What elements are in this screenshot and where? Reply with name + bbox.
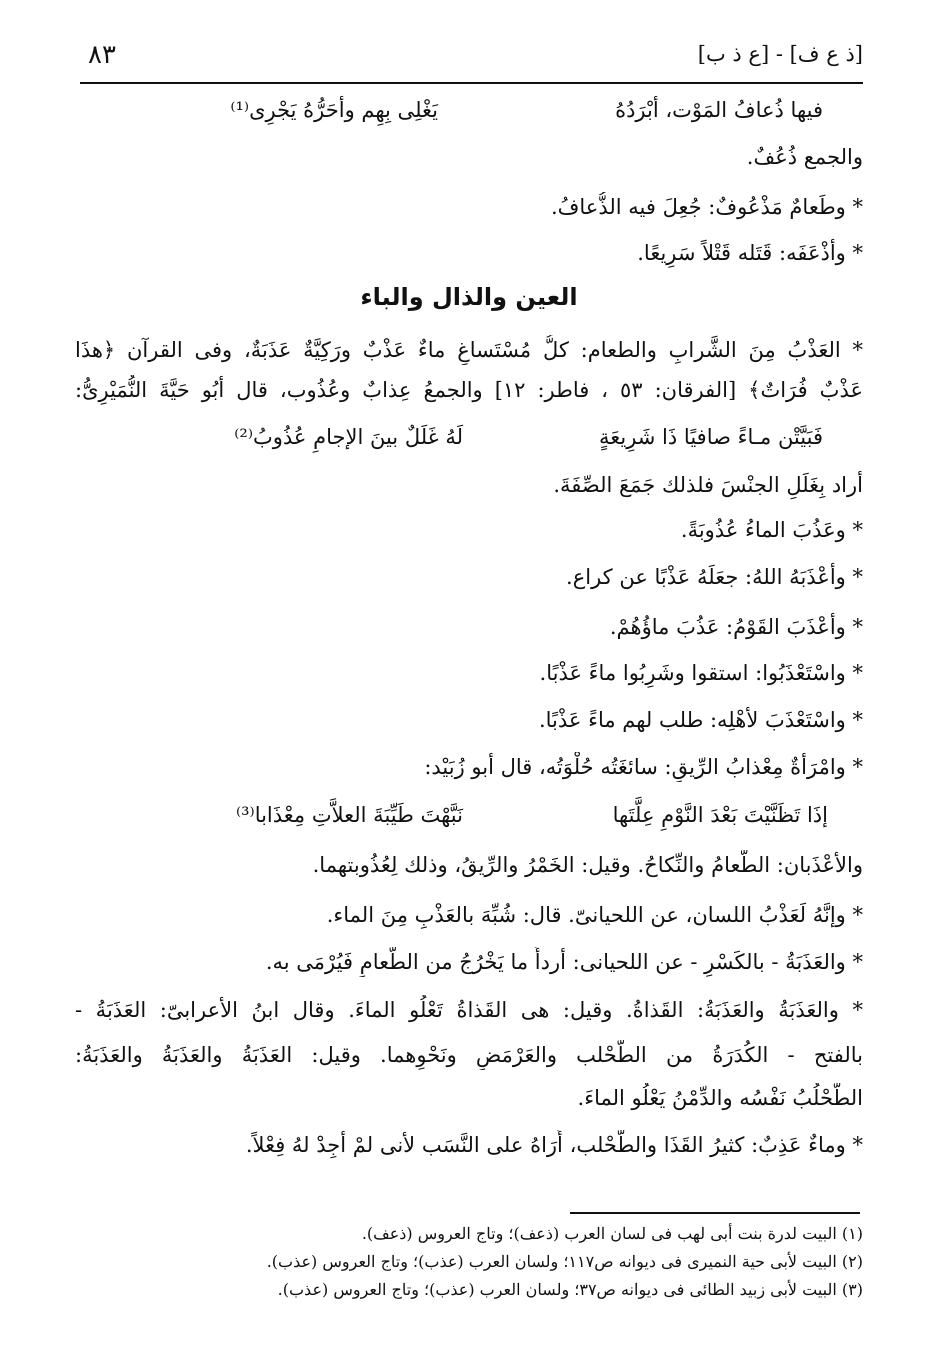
text-line: والأعْذَبان: الطَّعامُ والنِّكاحُ. وقيل: الخَمْرُ والرِّيقُ، وذلك لِعُذُوبتهما. bbox=[312, 853, 863, 877]
verse-1-hemistich-1: فيها ذُعافُ المَوْت، أبْرَدُهُ bbox=[615, 98, 823, 122]
text-line: * وعَذُبَ الماءُ عُذُوبَةً. bbox=[680, 518, 863, 542]
verse-1-hemistich-2: يَغْلِى بِهِم وأحَرُّهُ يَجْرِى⁽¹⁾ bbox=[230, 98, 438, 122]
paragraph-line: * والعَذَبَةُ والعَذَبَةُ: القَذاةُ. وقيل: هى القَذاةُ تَعْلُو الماءَ. وقال ابنُ الأعرابىّ: العَذَبَةُ - bbox=[75, 998, 863, 1022]
text-line: * واسْتَعْذَبَ لأهْلِه: طلب لهم ماءً عَذْبًا. bbox=[538, 708, 863, 732]
running-head: [ذ ع ف] - [ع ذ ب] bbox=[697, 42, 863, 66]
footnote: (٢) البيت لأبى حية النميرى فى ديوانه ص١١٧؛ ولسان العرب (عذب)؛ وتاج العروس (عذب). bbox=[266, 1252, 863, 1271]
paragraph-line: عَذْبٌ فُرَاتٌ﴾ [الفرقان: ٥٣ ، فاطر: ١٢] والجمعُ عِذابٌ وعُذُوب، قال أبُو حَيَّةَ النُّمَيْرِىُّ: bbox=[75, 378, 863, 402]
text-line: * وأذْعَفَه: قَتَله قَتْلاً سَرِيعًا. bbox=[637, 241, 863, 265]
text-line: * وطَعامٌ مَذْعُوفٌ: جُعِلَ فيه الذُّعافُ. bbox=[550, 195, 863, 219]
verse-2-hemistich-2: لَهُ غَلَلٌ بينَ الإجامِ عُذُوبُ⁽²⁾ bbox=[234, 425, 463, 449]
header-divider bbox=[80, 82, 863, 84]
text-line: والجمع ذُعُفٌ. bbox=[746, 145, 863, 169]
footnote: (١) البيت لدرة بنت أبى لهب فى لسان العرب (ذعف)؛ وتاج العروس (ذعف). bbox=[361, 1224, 863, 1243]
footnote-divider bbox=[570, 1212, 860, 1214]
text-line: * والعَذَبَةُ - بالكَسْرِ - عن اللحيانى: أردأُ ما يَخْرُجُ من الطَّعامِ فَيُرْمَى به. bbox=[265, 950, 863, 974]
paragraph-line: * العَذْبُ مِنَ الشَّرابِ والطعام: كلُّ مُسْتَساغٍ ماءٌ عَذْبٌ ورَكِيَّةٌ عَذَبَةٌ، وفى القرآن ﴿هذَا bbox=[75, 338, 863, 362]
text-line: * وأعْذَبَ القَوْمُ: عَذُبَ ماؤُهُمْ. bbox=[609, 615, 863, 639]
text-line: * واسْتَعْذَبُوا: استقوا وشَرِبُوا ماءً عَذْبًا. bbox=[539, 661, 863, 685]
text-line: * وماءٌ عَذِبٌ: كثيرُ القَذَا والطُّحْلب، أُرَاهُ على النَّسَب لأنى لمْ أجِدْ لهُ فِعْلاً. bbox=[245, 1133, 863, 1157]
verse-3-hemistich-2: نَبَّهْتَ طَيِّبَةَ العلاَّتِ مِعْذَابا⁽³⁾ bbox=[235, 803, 463, 827]
text-line: أراد بِغَلَلِ الجنْسَ فلذلك جَمَعَ الصِّفَةَ. bbox=[553, 473, 863, 497]
text-line: * وأعْذَبَهُ اللهُ: جعَلَهُ عَذْبًا عن كراع. bbox=[566, 565, 863, 589]
verse-3-hemistich-1: إذَا تَظَنَّيْتَ بَعْدَ النَّوْمِ عِلَّتَها bbox=[612, 803, 828, 827]
paragraph-line: بالفتح - الكُدَرَةُ من الطُّحْلب والعَرْمَضِ ونَحْوِهما. وقيل: العَذَبَةُ والعَذَبَةُ والعَذَبَةُ: bbox=[75, 1043, 863, 1067]
text-line: * وإنَّهُ لَعَذْبُ اللسان، عن اللحيانىّ. قال: شُبِّهَ بالعَذْبِ مِنَ الماء. bbox=[326, 903, 863, 927]
paragraph-line: الطُّحْلُبُ نَفْسُه والدِّمْنُ يَعْلُو الماءَ. bbox=[577, 1086, 863, 1110]
text-line: * وامْرَأةٌ مِعْذابُ الرِّيقِ: سائغَتُه حُلْوَتُه، قال أبو زُبَيْد: bbox=[424, 755, 863, 779]
page-number: ٨٣ bbox=[88, 40, 116, 70]
section-heading: العين والذال والباء bbox=[360, 283, 578, 311]
verse-2-hemistich-1: فَبَيَّتْن مـاءً صافيًا ذَا شَرِيعَةٍ bbox=[598, 425, 823, 449]
footnote: (٣) البيت لأبى زبيد الطائى فى ديوانه ص٣٧؛ ولسان العرب (عذب)؛ وتاج العروس (عذب). bbox=[277, 1280, 863, 1299]
